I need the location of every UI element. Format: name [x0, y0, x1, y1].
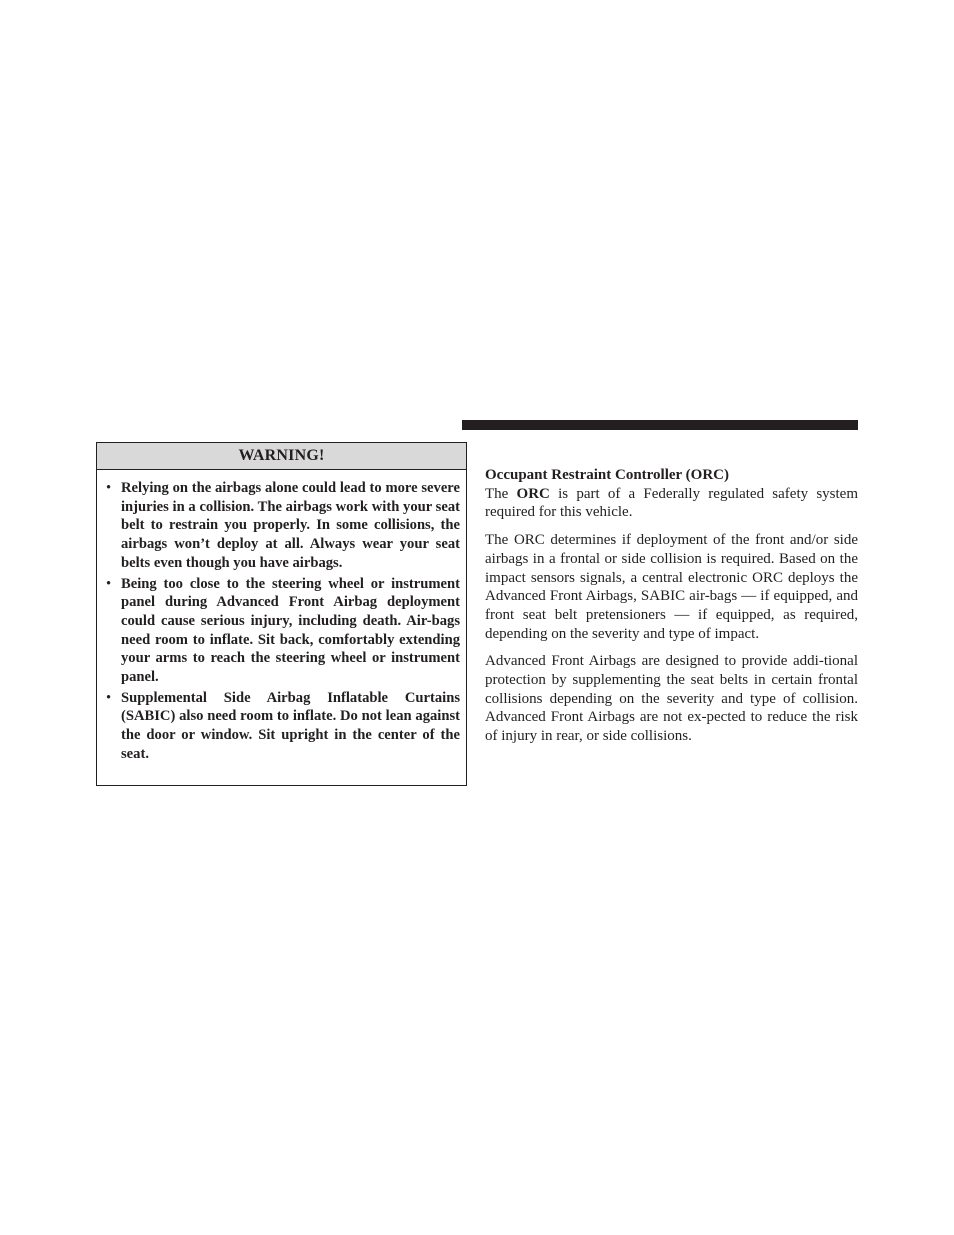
warning-item — [97, 575, 460, 687]
section-heading: Occupant Restraint Controller (ORC) — [485, 467, 729, 483]
intro-bold-term: ORC — [516, 485, 550, 502]
warning-item — [97, 689, 460, 764]
orc-section — [485, 466, 858, 755]
bullet-icon: • — [106, 480, 112, 496]
body-paragraph: The ORC determines if deployment of the front and/or side airbags in a frontal or side collision is required. Based on the impact sensors signals, a central electronic ORC deploys the Advanced Front Airbags, SABIC air-bags — if equipped, and front seat belt pretensioners — if equipped, as required, depending on the severity and type of impact. — [485, 532, 858, 642]
bullet-icon: • — [106, 689, 112, 706]
warning-list — [97, 470, 466, 764]
body-paragraph: Advanced Front Airbags are designed to provide addi-tional protection by supplementing the seat belts in certain frontal collisions depending on the severity and type of collision. Advanced Front Airbags are not ex-pected to reduce the risk of injury in rear, or side collisions. — [485, 653, 858, 745]
section-divider-bar — [462, 420, 858, 430]
warning-item-text: Relying on the airbags alone could lead to more severe injuries in a collision. The airbags work with your seat belt to restrain you properly. In some collisions, the airbags won’t deploy at all. Always wear your seat belts even though you have airbags. — [121, 480, 460, 571]
warning-item — [97, 479, 460, 573]
warning-item-text: Supplemental Side Airbag Inflatable Curtains (SABIC) also need room to inflate. Do not lean against the door or window. Sit upright in the center of the seat. — [121, 689, 460, 762]
intro-suffix: is part of a Federally regulated safety system required for this vehicle. — [485, 485, 858, 521]
intro-prefix: The — [485, 485, 517, 502]
intro-paragraph — [485, 485, 858, 522]
warning-box — [96, 442, 467, 786]
bullet-icon: • — [106, 575, 112, 592]
warning-title: WARNING! — [97, 443, 466, 470]
warning-item-text: Being too close to the steering wheel or instrument panel during Advanced Front Airbag deployment could cause serious injury, including death. Air-bags need room to inflate. Sit back, comfortably extending your arms to reach the steering wheel or instrument panel. — [121, 575, 460, 686]
